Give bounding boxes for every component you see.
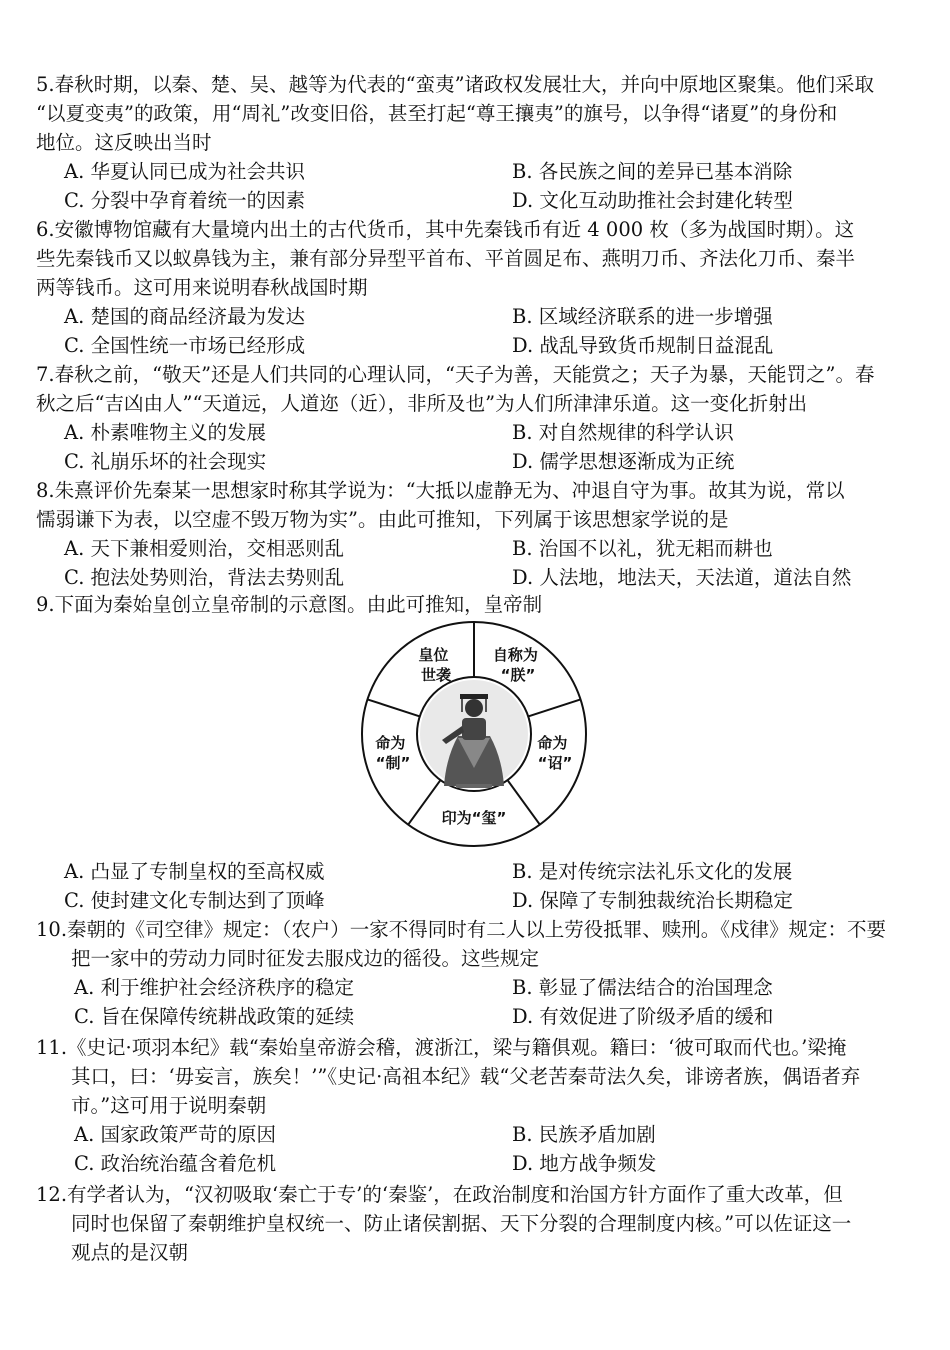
label-line: 世袭 <box>420 666 452 684</box>
question-number: 10. <box>36 918 68 941</box>
question-stem <box>36 476 916 534</box>
option-c[interactable]: C. 旨在保障传统耕战政策的延续 <box>74 1005 355 1028</box>
question-stem <box>36 70 916 157</box>
option-d[interactable]: D. 保障了专制独裁统治长期稳定 <box>512 889 793 912</box>
stem-line: 两等钱币。这可用来说明春秋战国时期 <box>36 276 368 299</box>
question-stem <box>36 1180 916 1267</box>
crown-board <box>460 694 488 699</box>
option-b[interactable]: B. 各民族之间的差异已基本消除 <box>512 160 793 183</box>
emperor-figure <box>420 680 528 788</box>
question-9-options <box>36 857 916 915</box>
option-c[interactable]: C. 抱法处势则治，背法去势则乱 <box>64 566 345 589</box>
stem-line: 秋之后“吉凶由人”“天道远，人道迩（近），非所及也”为人们所津津乐道。这一变化折射出 <box>36 392 808 415</box>
question-7 <box>36 360 916 476</box>
options-group <box>36 534 916 592</box>
question-number: 6. <box>36 218 55 241</box>
option-b[interactable]: B. 彰显了儒法结合的治国理念 <box>512 976 773 999</box>
question-number: 5. <box>36 73 55 96</box>
stem-line: 春秋时期，以秦、楚、吴、越等为代表的“蛮夷”诸政权发展壮大，并向中原地区聚集。他们采取 <box>54 73 875 96</box>
head-shape <box>465 699 483 717</box>
stem-line: 把一家中的劳动力同时征发去服戍边的徭役。这些规定 <box>71 947 540 970</box>
option-d[interactable]: D. 有效促进了阶级矛盾的缓和 <box>512 1005 774 1028</box>
question-11 <box>36 1033 916 1178</box>
label-line: “制” <box>375 754 411 772</box>
option-b[interactable]: B. 区域经济联系的进一步增强 <box>512 305 773 328</box>
question-8 <box>36 476 916 592</box>
option-a[interactable]: A. 华夏认同已成为社会共识 <box>64 160 305 183</box>
question-stem <box>36 1033 916 1120</box>
stem-line: 秦朝的《司空律》规定：（农户）一家不得同时有二人以上劳役抵罪、赎刑。《戍律》规定：不要 <box>67 918 887 941</box>
stem-line: 有学者认为，“汉初吸取‘秦亡于专’的‘秦鉴’，在政治制度和治国方针方面作了重大改革，但 <box>67 1183 843 1206</box>
question-number: 7. <box>36 363 55 386</box>
options-group <box>36 157 916 215</box>
question-10 <box>36 915 916 1031</box>
question-6 <box>36 215 916 360</box>
option-d[interactable]: D. 文化互动助推社会封建化转型 <box>512 189 793 212</box>
question-stem <box>36 915 916 973</box>
option-c[interactable]: C. 礼崩乐坏的社会现实 <box>64 450 267 473</box>
option-c[interactable]: C. 政治统治蕴含着危机 <box>74 1152 277 1175</box>
question-number: 8. <box>36 479 55 502</box>
option-d[interactable]: D. 地方战争频发 <box>512 1152 657 1175</box>
question-number: 11. <box>36 1036 68 1059</box>
stem-line: 同时也保留了秦朝维护皇权统一、防止诸侯割据、天下分裂的合理制度内核。”可以佐证这一 <box>71 1212 852 1235</box>
label-line: 命为 <box>537 734 568 752</box>
option-c[interactable]: C. 使封建文化专制达到了顶峰 <box>64 889 325 912</box>
question-5 <box>36 70 916 215</box>
option-b[interactable]: B. 民族矛盾加剧 <box>512 1123 656 1146</box>
pedestal <box>456 784 492 788</box>
option-b[interactable]: B. 治国不以礼，犹无耜而耕也 <box>512 537 773 560</box>
emperor-system-diagram <box>358 618 590 850</box>
stem-line: 《史记·项羽本纪》载“秦始皇帝游会稽，渡浙江，梁与籍俱观。籍曰：‘彼可取而代也。’梁掩 <box>67 1036 847 1059</box>
options-group <box>36 857 916 915</box>
stem-line: 观点的是汉朝 <box>71 1241 189 1264</box>
question-9 <box>36 590 916 619</box>
option-a[interactable]: A. 天下兼相爱则治，交相恶则乱 <box>64 537 344 560</box>
option-a[interactable]: A. 国家政策严苛的原因 <box>74 1123 276 1146</box>
options-group <box>36 302 916 360</box>
option-b[interactable]: B. 是对传统宗法礼乐文化的发展 <box>512 860 793 883</box>
option-a[interactable]: A. 利于维护社会经济秩序的稳定 <box>74 976 354 999</box>
options-group <box>36 1120 916 1178</box>
label-line: “诏” <box>537 754 573 772</box>
question-stem <box>36 360 916 418</box>
stem-line: 下面为秦始皇创立皇帝制的示意图。由此可推知，皇帝制 <box>54 593 543 616</box>
question-12 <box>36 1180 916 1267</box>
option-a[interactable]: A. 凸显了专制皇权的至高权威 <box>64 860 325 883</box>
torso-shape <box>462 718 486 740</box>
stem-line: 春秋之前，“敬天”还是人们共同的心理认同，“天子为善，天能赏之；天子为暴，天能罚之”。春 <box>54 363 875 386</box>
stem-line: 朱熹评价先秦某一思想家时称其学说为：“大抵以虚静无为、冲退自守为事。故其为说，常以 <box>54 479 845 502</box>
stem-line: “以夏变夷”的政策，用“周礼”改变旧俗，甚至打起“尊王攘夷”的旗号，以争得“诸夏”的身份和 <box>36 102 838 125</box>
options-group <box>36 418 916 476</box>
ring-diagram <box>358 618 590 850</box>
question-stem <box>36 215 916 302</box>
stem-line: 地位。这反映出当时 <box>36 131 212 154</box>
label-line: 命为 <box>375 734 406 752</box>
stem-line: 安徽博物馆藏有大量境内出土的古代货币，其中先秦钱币有近 4 000 枚（多为战国时期）。这 <box>54 218 855 241</box>
option-a[interactable]: A. 朴素唯物主义的发展 <box>64 421 266 444</box>
label-line: 自称为 <box>492 646 538 664</box>
segment-seal-label: 印为“玺” <box>441 809 507 827</box>
option-d[interactable]: D. 战乱导致货币规制日益混乱 <box>512 334 774 357</box>
stem-line: 其口，曰：‘毋妄言，族矣！’”《史记·高祖本纪》载“父老苦秦苛法久矣，诽谤者族，偶语者弃 <box>71 1065 861 1088</box>
stem-line: 市。”这可用于说明秦朝 <box>71 1094 267 1117</box>
option-b[interactable]: B. 对自然规律的科学认识 <box>512 421 734 444</box>
question-number: 12. <box>36 1183 68 1206</box>
option-d[interactable]: D. 人法地，地法天，天法道，道法自然 <box>512 566 852 589</box>
stem-line: 懦弱谦下为表，以空虚不毁万物为实”。由此可推知，下列属于该思想家学说的是 <box>36 508 729 531</box>
options-group <box>36 973 916 1031</box>
stem-line: 些先秦钱币又以蚁鼻钱为主，兼有部分异型平首布、平首圆足布、燕明刀币、齐法化刀币、秦半 <box>36 247 856 270</box>
question-stem <box>36 590 916 619</box>
option-c[interactable]: C. 全国性统一市场已经形成 <box>64 334 306 357</box>
question-number: 9. <box>36 593 55 616</box>
option-d[interactable]: D. 儒学思想逐渐成为正统 <box>512 450 735 473</box>
option-c[interactable]: C. 分裂中孕育着统一的因素 <box>64 189 306 212</box>
label-line: 皇位 <box>418 646 449 664</box>
option-a[interactable]: A. 楚国的商品经济最为发达 <box>64 305 305 328</box>
label-line: “朕” <box>500 666 536 684</box>
